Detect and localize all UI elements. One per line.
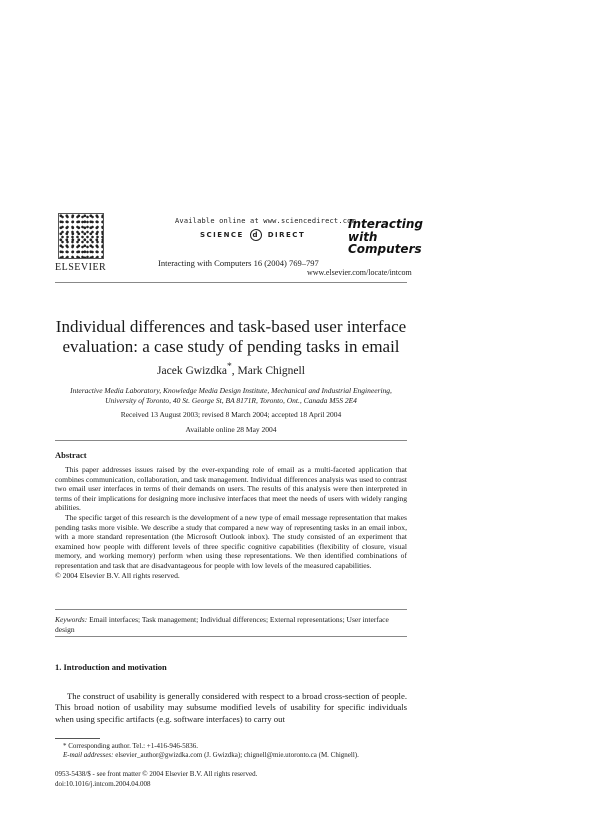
journal-logo [348, 218, 423, 256]
keywords-label: Keywords: [55, 615, 88, 624]
author-name: , Mark Chignell [231, 364, 305, 377]
body-paragraph: The construct of usability is generally considered with respect to a broad cross-section of people. This broad notion of usability may subsume modified levels of usability for specific individuals when using specific artifacts (e.g. software interfaces) to carry out [55, 691, 407, 724]
footnote-divider [55, 738, 100, 739]
keywords-divider [55, 609, 407, 610]
sciencedirect-word-b: DIRECT [267, 231, 306, 239]
header-divider [55, 282, 407, 283]
affiliation [55, 386, 407, 406]
copyright-notice: © 2004 Elsevier B.V. All rights reserved. [55, 570, 180, 580]
abstract-body [55, 465, 407, 580]
sciencedirect-word-a: SCIENCE [200, 231, 244, 239]
abstract-top-divider [55, 440, 407, 441]
footnote-corresponding: * Corresponding author. Tel.: +1-416-946-5836. [63, 742, 198, 750]
publisher-name: ELSEVIER [55, 262, 107, 273]
article-history: Received 13 August 2003; revised 8 March 2004; accepted 18 April 2004 [120, 410, 342, 419]
journal-reference: Interacting with Computers 16 (2004) 769–797 [158, 258, 319, 268]
title-line: Individual differences and task-based user interface [55, 317, 407, 336]
elsevier-logo [55, 213, 105, 273]
elsevier-tree-icon [58, 213, 104, 259]
corresponding-author-mark[interactable]: * [226, 361, 232, 372]
abstract-paragraph: This paper addresses issues raised by the ever-expanding role of email as a multi-faceted application that combines communication, collaboration, and task management. Individual differences analysis was used to contrast two email user interfaces in terms of their demands on users. The results of this analysis were then interpreted in terms of their implications for designing more inclusive interfaces that meet the needs of users with widely ranging abilities. [55, 465, 407, 513]
issn-line: 0953-5438/$ - see front matter © 2004 Elsevier B.V. All rights reserved. [55, 770, 258, 778]
doi-link[interactable]: doi:10.1016/j.intcom.2004.04.008 [55, 780, 151, 788]
email-label: E-mail addresses: [63, 751, 114, 759]
author-name: Jacek Gwizdka [157, 364, 227, 377]
keywords [55, 615, 407, 634]
abstract-bottom-divider [55, 636, 407, 637]
section-heading: 1. Introduction and motivation [55, 662, 167, 672]
abstract-heading: Abstract [55, 450, 87, 460]
title-line: evaluation: a case study of pending tasks in email [62, 337, 400, 356]
journal-logo-line: Interacting [348, 217, 423, 231]
journal-logo-line: Computers [348, 242, 422, 256]
section-body [55, 691, 407, 725]
abstract-paragraph: The specific target of this research is the development of a new type of email message representation that makes pending tasks more visible. We describe a study that compared a new way of representing tasks in an email inbox, with a more standard representation (the Microsoft Outlook inbox). The study consisted of an experiment that examined how people with different levels of three specific cognitive capabilities (flexibility of closure, visual memory, and working memory) perform when using these representations. We then identified combinations of representation and task that are disadvantageous for people with low levels of the measured capabilities. [55, 512, 407, 570]
footnote-emails [55, 751, 415, 760]
sciencedirect-availability: Available online at www.sciencedirect.com [175, 217, 356, 225]
affiliation-line: University of Toronto, 40 St. George St, BA 8171R, Toronto, Ont., Canada M5S 2E4 [105, 396, 357, 405]
sciencedirect-logo [200, 229, 305, 241]
email-addresses[interactable]: elsevier_author@gwizdka.com (J. Gwizdka); chignell@mie.utoronto.ca (M. Chignell). [113, 751, 359, 759]
article-title [55, 317, 407, 357]
journal-logo-line: with [348, 229, 378, 244]
sciencedirect-mark-icon: d [250, 229, 262, 241]
keywords-text: Email interfaces; Task management; Individual differences; External representations; User interface design [55, 615, 389, 634]
available-online: Available online 28 May 2004 [185, 425, 277, 434]
journal-url-link[interactable]: www.elsevier.com/locate/intcom [307, 268, 412, 277]
affiliation-line: Interactive Media Laboratory, Knowledge Media Design Institute, Mechanical and Industrial Engineering, [70, 386, 392, 395]
authors [55, 361, 407, 377]
